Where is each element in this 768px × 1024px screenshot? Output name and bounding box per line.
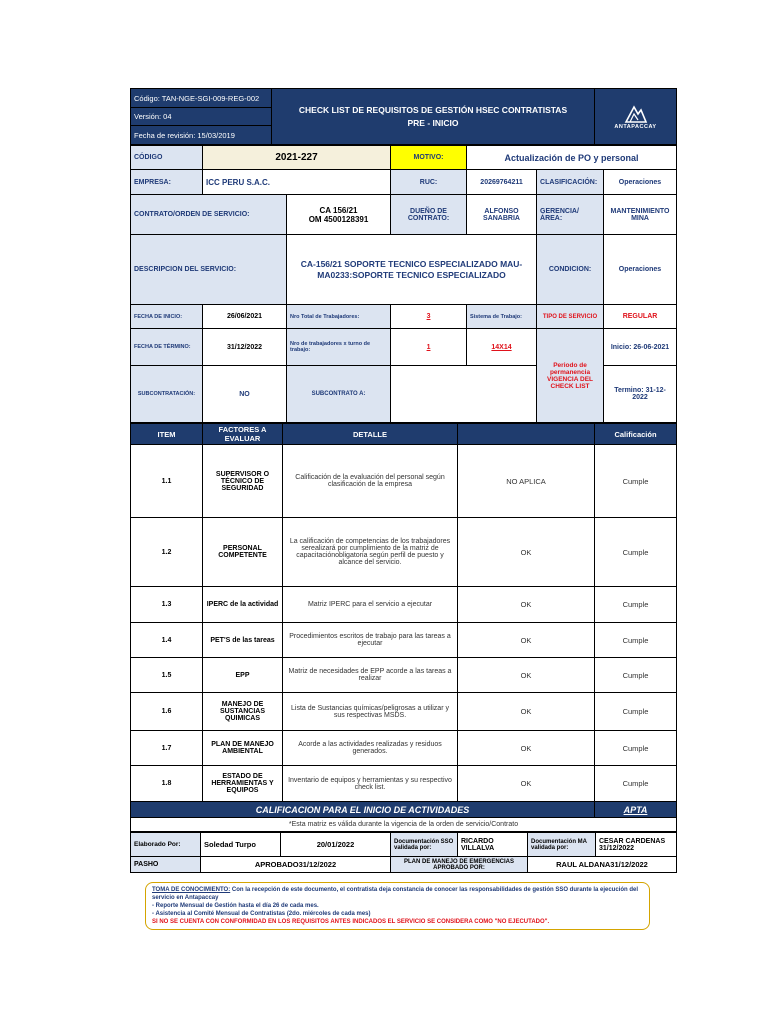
table-row (131, 693, 677, 731)
detail-cell: Inventario de equipos y herramientas y su respectivo check list. (283, 766, 458, 802)
doc-sso-value: RICARDO VILLALVA (458, 833, 528, 857)
contrato-label: CONTRATO/ORDEN DE SERVICIO: (131, 195, 287, 235)
tipo-servicio-value: REGULAR (604, 305, 677, 329)
doc-revision-date: Fecha de revisión: 15/03/2019 (131, 126, 272, 145)
result-value: APTA (595, 802, 677, 818)
response-cell: OK (458, 587, 595, 623)
mountain-icon (624, 104, 648, 124)
descripcion-value: CA-156/21 SOPORTE TECNICO ESPECIALIZADO MAU-MA0233:SOPORTE TECNICO ESPECIALIZADO (287, 235, 537, 305)
doc-ma-label: Documentación MA validada por: (528, 833, 596, 857)
detail-cell: La calificación de competencias de los trabajadores serealizará por cumplimiento de la matriz de capacitaciónobligatoria según perfil de puesto y alcance del servicio. (283, 518, 458, 587)
empresa-value: ICC PERU S.A.C. (203, 170, 391, 195)
sistema-label: Sistema de Trabajo: (467, 305, 537, 329)
nro-total-label: Nro Total de Trabajadores: (287, 305, 391, 329)
item-cell: 1.3 (131, 587, 203, 623)
gerencia-value: MANTENIMIENTO MINA (604, 195, 677, 235)
inicio-value: Inicio: 26-06-2021 (604, 329, 677, 366)
periodo-label: Periodo de permanencia VIGENCIA DEL CHECK LIST (537, 329, 604, 423)
evaluation-table (130, 423, 677, 832)
antapaccay-logo (598, 104, 673, 130)
logo-cell (595, 89, 677, 145)
clasificacion-label: CLASIFICACIÓN: (537, 170, 604, 195)
response-cell: OK (458, 623, 595, 658)
calificacion-cell: Cumple (595, 731, 677, 766)
notice-line2: - Reporte Mensual de Gestión hasta el día 26 de cada mes. (152, 903, 319, 909)
col-respuesta (458, 424, 595, 445)
contrato-value-line1: CA 156/21 (319, 205, 358, 215)
descripcion-label: DESCRIPCION DEL SERVICIO: (131, 235, 287, 305)
doc-title-line2: PRE - INICIO (407, 117, 459, 128)
termino-value: Termino: 31-12-2022 (604, 366, 677, 423)
item-cell: 1.1 (131, 445, 203, 518)
table-row (131, 658, 677, 693)
checklist-sheet (130, 88, 676, 873)
detail-cell: Procedimientos escritos de trabajo para las tareas a ejecutar (283, 623, 458, 658)
pasho-label: PASHO (131, 857, 201, 873)
detail-cell: Acorde a las actividades realizadas y residuos generados. (283, 731, 458, 766)
sistema-value: 14X14 (467, 329, 537, 366)
col-detalle: DETALLE (283, 424, 458, 445)
item-cell: 1.2 (131, 518, 203, 587)
doc-version: Versión: 04 (131, 108, 272, 126)
fecha-inicio-value: 26/06/2021 (203, 305, 287, 329)
calificacion-cell: Cumple (595, 445, 677, 518)
ruc-value: 20269764211 (467, 170, 537, 195)
item-cell: 1.5 (131, 658, 203, 693)
response-cell: OK (458, 693, 595, 731)
plan-value: RAUL ALDANA31/12/2022 (528, 857, 677, 873)
factor-cell: MANEJO DE SUSTANCIAS QUIMICAS (203, 693, 283, 731)
factor-cell: PLAN DE MANEJO AMBIENTAL (203, 731, 283, 766)
clasificacion-value: Operaciones (604, 170, 677, 195)
detail-cell: Matriz IPERC para el servicio a ejecutar (283, 587, 458, 623)
subcontratacion-label: SUBCONTRATACIÓN: (131, 366, 203, 423)
notice-warning: SI NO SE CUENTA CON CONFORMIDAD EN LOS REQUISITOS ANTES INDICADOS EL SERVICIO SE CONSIDERA COMO "NO EJECUTADO". (152, 919, 550, 925)
nro-total-value: 3 (391, 305, 467, 329)
notice-text: Con la recepción de este documento, el contratista deja constancia de conocer las responsabilidades de gestión SSO durante la ejecución del servicio en Antapaccay (152, 887, 639, 901)
header-table (130, 88, 677, 145)
notice-box (145, 882, 650, 930)
elaborado-label: Elaborado Por: (131, 833, 201, 857)
empresa-label: EMPRESA: (131, 170, 203, 195)
detail-cell: Lista de Sustancias químicas/peligrosas a utilizar y sus respectivas MSDS. (283, 693, 458, 731)
calificacion-cell: Cumple (595, 518, 677, 587)
elaborado-value: Soledad Turpo (201, 833, 281, 857)
motivo-value: Actualización de PO y personal (467, 146, 677, 170)
table-row (131, 623, 677, 658)
subcontratacion-value: NO (203, 366, 287, 423)
response-cell: NO APLICA (458, 445, 595, 518)
doc-title-line1: CHECK LIST DE REQUISITOS DE GESTIÓN HSEC CONTRATISTAS (298, 104, 568, 115)
factor-cell: IPERC de la actividad (203, 587, 283, 623)
calificacion-cell: Cumple (595, 623, 677, 658)
col-calificacion: Calificación (595, 424, 677, 445)
calificacion-cell: Cumple (595, 587, 677, 623)
codigo-value: 2021-227 (203, 146, 391, 170)
plan-label: PLAN DE MANEJO DE EMERGENCIAS APROBADO POR: (391, 857, 528, 873)
nro-turno-value: 1 (391, 329, 467, 366)
dueno-label: DUEÑO DE CONTRATO: (391, 195, 467, 235)
condicion-label: CONDICION: (537, 235, 604, 305)
response-cell: OK (458, 658, 595, 693)
col-factores: FACTORES A EVALUAR (203, 424, 283, 445)
codigo-label: CÓDIGO (131, 146, 203, 170)
motivo-label: MOTIVO: (391, 146, 467, 170)
pasho-value: APROBADO31/12/2022 (201, 857, 391, 873)
notice-line3: - Asistencia al Comité Mensual de Contratistas (2do. miércoles de cada mes) (152, 911, 371, 917)
factor-cell: ESTADO DE HERRAMIENTAS Y EQUIPOS (203, 766, 283, 802)
doc-title (272, 89, 595, 145)
item-cell: 1.4 (131, 623, 203, 658)
condicion-value: Operaciones (604, 235, 677, 305)
item-cell: 1.7 (131, 731, 203, 766)
item-cell: 1.8 (131, 766, 203, 802)
notice-line1 (152, 886, 643, 902)
factor-cell: SUPERVISOR O TÉCNICO DE SEGURIDAD (203, 445, 283, 518)
validity-note: *Esta matriz es válida durante la vigencia de la orden de servicio/Contrato (131, 818, 677, 832)
calificacion-cell: Cumple (595, 693, 677, 731)
response-cell: OK (458, 518, 595, 587)
contrato-value-line2: OM 4500128391 (308, 214, 369, 224)
fecha-termino-label: FECHA DE TÉRMINO: (131, 329, 203, 366)
doc-ma-value: CESAR CARDENAS 31/12/2022 (596, 833, 677, 857)
doc-code: Código: TAN-NGE-SGI-009-REG-002 (131, 89, 272, 108)
response-cell: OK (458, 766, 595, 802)
evaluation-rows (131, 445, 677, 802)
notice-prefix: TOMA DE CONOCIMIENTO: (152, 887, 231, 893)
dueno-value: ALFONSO SANABRIA (467, 195, 537, 235)
table-row (131, 766, 677, 802)
result-label: CALIFICACION PARA EL INICIO DE ACTIVIDADES (131, 802, 595, 818)
calificacion-cell: Cumple (595, 766, 677, 802)
factor-cell: PERSONAL COMPETENTE (203, 518, 283, 587)
tipo-servicio-label: TIPO DE SERVICIO (537, 305, 604, 329)
general-info-table (130, 145, 677, 423)
col-item: ITEM (131, 424, 203, 445)
gerencia-label: GERENCIA/ ÁREA: (537, 195, 604, 235)
subcontrato-value (391, 366, 537, 423)
detail-cell: Calificación de la evaluación del personal según clasificación de la empresa (283, 445, 458, 518)
item-cell: 1.6 (131, 693, 203, 731)
table-row (131, 518, 677, 587)
table-row (131, 445, 677, 518)
calificacion-cell: Cumple (595, 658, 677, 693)
fecha-termino-value: 31/12/2022 (203, 329, 287, 366)
signatures-table (130, 832, 677, 873)
elaborado-date: 20/01/2022 (281, 833, 391, 857)
table-row (131, 731, 677, 766)
factor-cell: PET'S de las tareas (203, 623, 283, 658)
nro-turno-label: Nro de trabajadores x turno de trabajo: (287, 329, 391, 366)
doc-sso-label: Documentación SSO validada por: (391, 833, 458, 857)
contrato-value (287, 195, 391, 235)
subcontrato-label: SUBCONTRATO A: (287, 366, 391, 423)
ruc-label: RUC: (391, 170, 467, 195)
detail-cell: Matriz de necesidades de EPP acorde a las tareas a realizar (283, 658, 458, 693)
table-row (131, 587, 677, 623)
logo-text: ANTAPACCAY (614, 123, 657, 130)
response-cell: OK (458, 731, 595, 766)
factor-cell: EPP (203, 658, 283, 693)
fecha-inicio-label: FECHA DE INICIO: (131, 305, 203, 329)
